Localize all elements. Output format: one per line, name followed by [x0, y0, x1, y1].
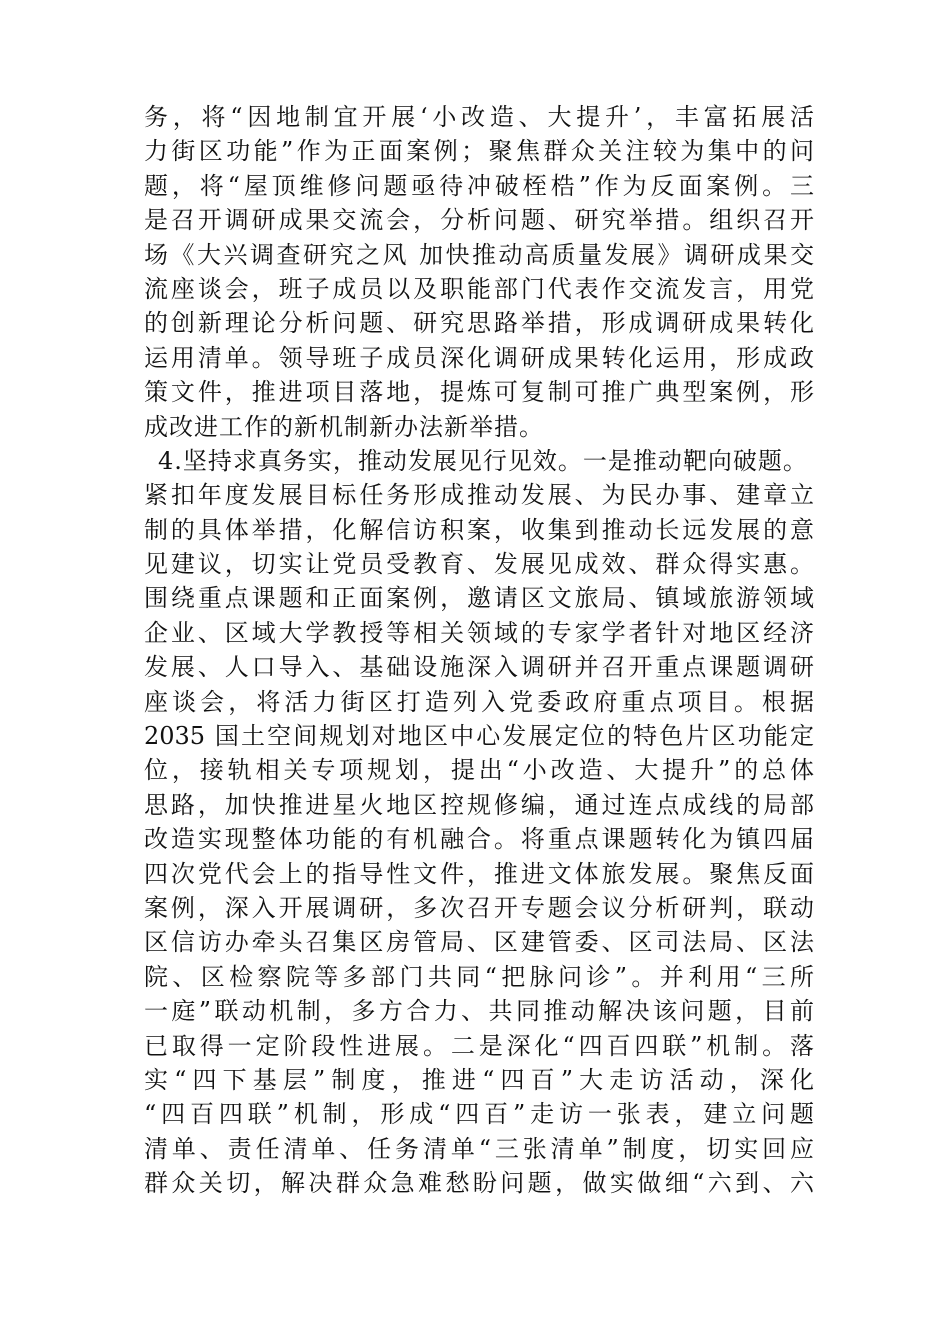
text-line: 群众关切，解决群众急难愁盼问题，做实做细“六到、六: [144, 1169, 814, 1198]
text-line: 见建议，切实让党员受教育、发展见成效、群众得实惠。: [144, 550, 814, 579]
text-line: 院、区检察院等多部门共同“把脉问诊”。并利用“三所: [144, 962, 814, 991]
text-line: 围绕重点课题和正面案例，邀请区文旅局、镇域旅游领域: [144, 584, 814, 613]
text-line: 四次党代会上的指导性文件，推进文体旅发展。聚焦反面: [144, 859, 814, 888]
text-line: 已取得一定阶段性进展。二是深化“四百四联”机制。落: [144, 1031, 814, 1060]
text-line: 企业、区域大学教授等相关领域的专家学者针对地区经济: [144, 618, 814, 647]
text-line: “四百四联”机制，形成“四百”走访一张表，建立问题: [144, 1100, 814, 1129]
text-line: 座谈会，将活力街区打造列入党委政府重点项目。根据: [144, 687, 814, 716]
text-line: 成改进工作的新机制新办法新举措。: [144, 412, 544, 441]
text-line: 运用清单。领导班子成员深化调研成果转化运用，形成政: [144, 343, 814, 372]
text-line: 案例，深入开展调研，多次召开专题会议分析研判，联动: [144, 893, 814, 922]
text-line: 改造实现整体功能的有机融合。将重点课题转化为镇四届: [144, 825, 814, 854]
body-text: [144, 100, 814, 1201]
text-line: 4.坚持求真务实，推动发展见行见效。一是推动靶向破题。: [158, 446, 808, 475]
text-line: 是召开调研成果交流会，分析问题、研究举措。组织召开: [144, 206, 814, 235]
text-line: 区信访办牵头召集区房管局、区建管委、区司法局、区法: [144, 928, 814, 957]
text-line: 题，将“屋顶维修问题亟待冲破桎梏”作为反面案例。三: [144, 171, 814, 200]
text-line: 力街区功能”作为正面案例；聚焦群众关注较为集中的问: [144, 137, 814, 166]
text-line: 制的具体举措，化解信访积案，收集到推动长远发展的意: [144, 515, 814, 544]
text-line: 策文件，推进项目落地，提炼可复制可推广典型案例，形: [144, 378, 814, 407]
text-line: 务，将“因地制宜开展‘小改造、大提升’，丰富拓展活: [144, 103, 814, 131]
text-line: 的创新理论分析问题、研究思路举措，形成调研成果转化: [144, 309, 814, 338]
text-line: 场《大兴调查研究之风 加快推动高质量发展》调研成果交: [144, 240, 814, 269]
text-line: 2035 国土空间规划对地区中心发展定位的特色片区功能定: [144, 722, 814, 751]
text-line: 发展、人口导入、基础设施深入调研并召开重点课题调研: [144, 653, 814, 682]
text-line: 思路，加快推进星火地区控规修编，通过连点成线的局部: [144, 790, 814, 819]
text-line: 位，接轨相关专项规划，提出“小改造、大提升”的总体: [144, 756, 814, 785]
text-line: 一庭”联动机制，多方合力、共同推动解决该问题，目前: [144, 997, 814, 1026]
text-line: 流座谈会，班子成员以及职能部门代表作交流发言，用党: [144, 274, 814, 303]
text-line: 紧扣年度发展目标任务形成推动发展、为民办事、建章立: [144, 481, 814, 510]
text-line: 实“四下基层”制度，推进“四百”大走访活动，深化: [144, 1065, 814, 1094]
text-line: 清单、责任清单、任务清单“三张清单”制度，切实回应: [144, 1134, 814, 1163]
